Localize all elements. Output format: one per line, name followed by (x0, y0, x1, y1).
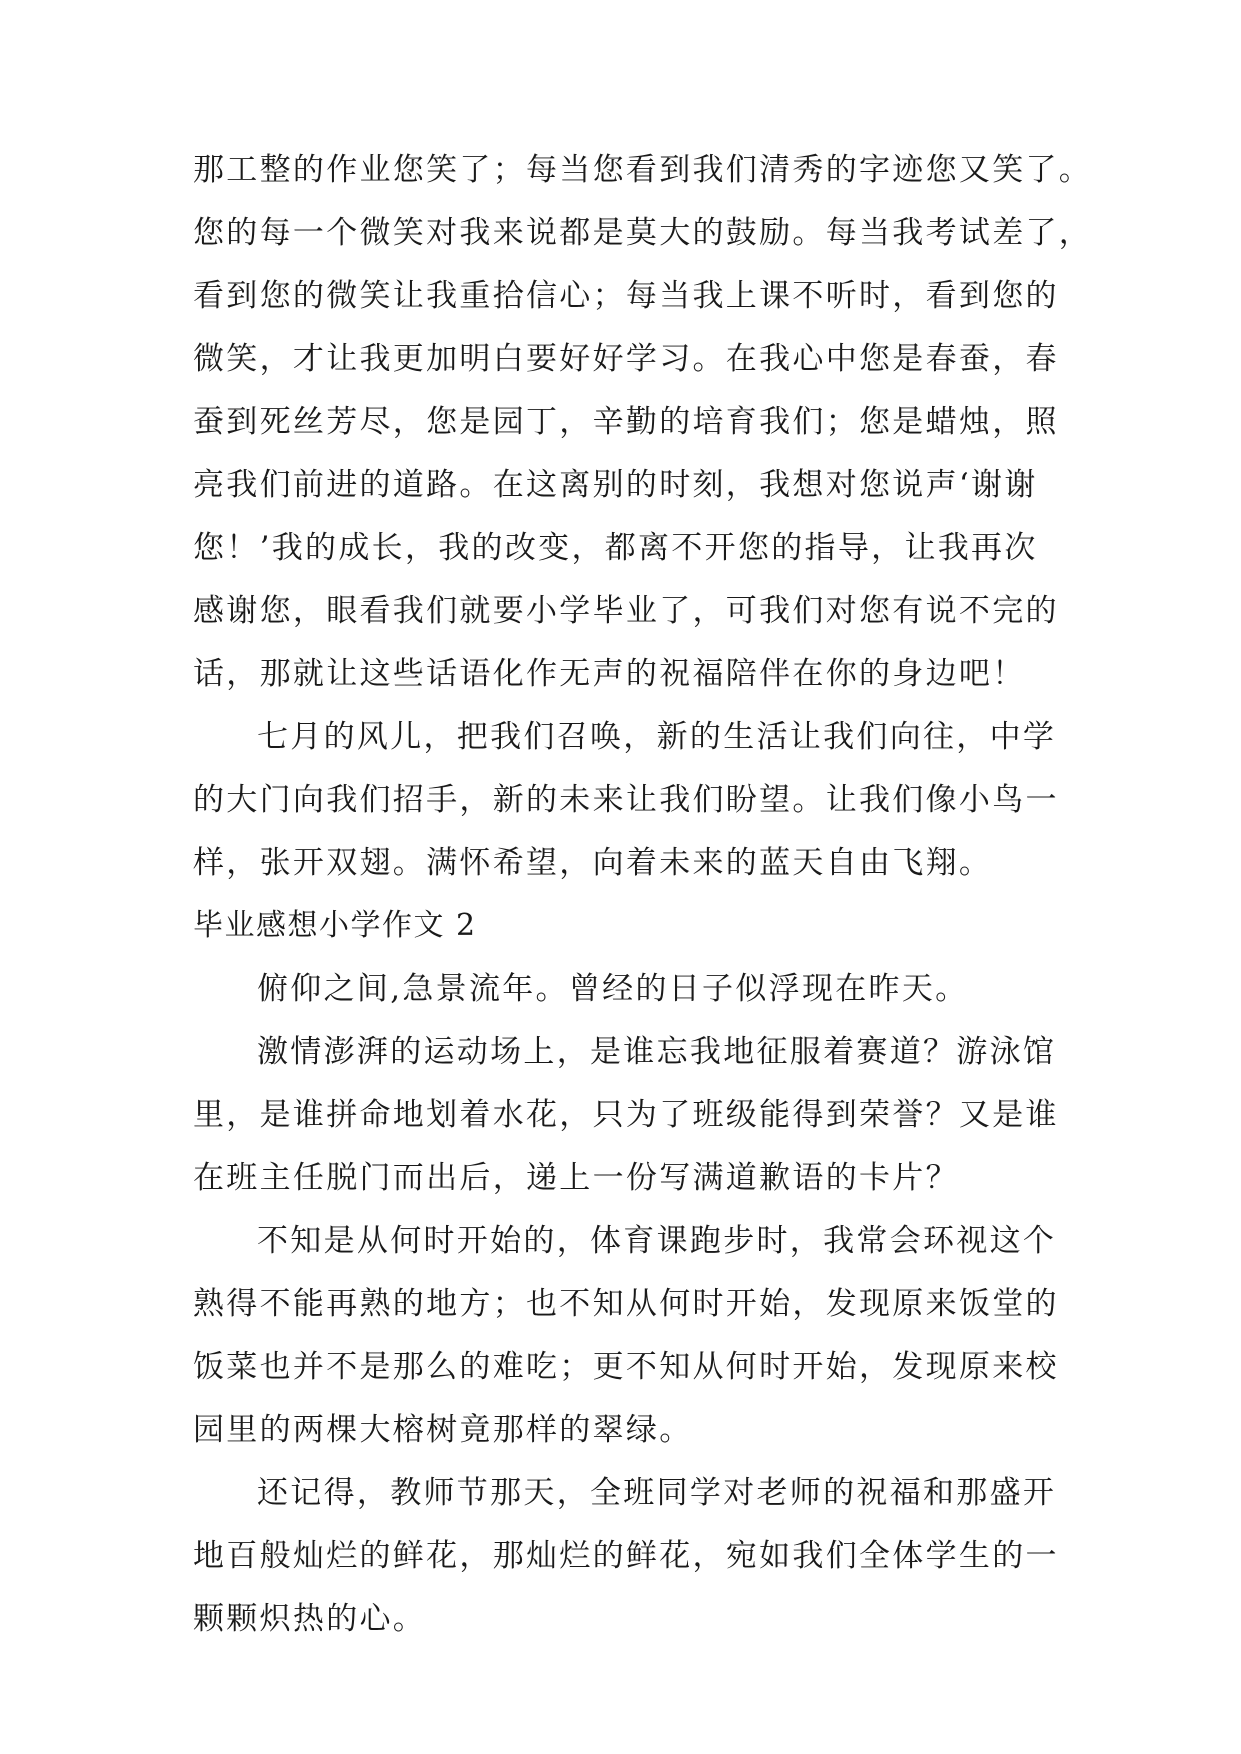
paragraph-line: 熟得不能再熟的地方；也不知从何时开始，发现原来饭堂的 (193, 1286, 1059, 1322)
paragraph-line: 不知是从何时开始的，体育课跑步时，我常会环视这个 (257, 1223, 1057, 1259)
paragraph-line: 那工整的作业您笑了；每当您看到我们清秀的字迹您又笑了。 (193, 152, 1093, 188)
paragraph-line: 七月的风儿，把我们召唤，新的生活让我们向往，中学 (257, 719, 1057, 755)
paragraph-line: 激情澎湃的运动场上，是谁忘我地征服着赛道？游泳馆 (257, 1034, 1057, 1070)
paragraph-line: 微笑，才让我更加明白要好好学习。在我心中您是春蚕，春 (193, 341, 1059, 377)
paragraph-line: 话，那就让这些话语化作无声的祝福陪伴在你的身边吧！ (193, 656, 1026, 692)
paragraph-line: 亮我们前进的道路。在这离别的时刻，我想对您说声‘谢谢 (193, 467, 1038, 503)
paragraph-line: 颗颗炽热的心。 (193, 1601, 427, 1637)
paragraph-line: 样，张开双翅。满怀希望，向着未来的蓝天自由飞翔。 (193, 845, 993, 881)
section-heading: 毕业感想小学作文 2 (193, 908, 477, 943)
paragraph-line: 您的每一个微笑对我来说都是莫大的鼓励。每当我考试差了， (193, 215, 1093, 251)
paragraph-line: 地百般灿烂的鲜花，那灿烂的鲜花，宛如我们全体学生的一 (193, 1538, 1059, 1574)
paragraph-line: 还记得，教师节那天，全班同学对老师的祝福和那盛开 (257, 1475, 1057, 1511)
paragraph-line: 看到您的微笑让我重拾信心；每当我上课不听时，看到您的 (193, 278, 1059, 314)
paragraph-line: 园里的两棵大榕树竟那样的翠绿。 (193, 1412, 693, 1448)
paragraph-line: 俯仰之间,急景流年。曾经的日子似浮现在昨天。 (257, 971, 969, 1007)
paragraph-line: 感谢您，眼看我们就要小学毕业了，可我们对您有说不完的 (193, 593, 1059, 629)
paragraph-line: 在班主任脱门而出后，递上一份写满道歉语的卡片？ (193, 1160, 959, 1196)
paragraph-line: 饭菜也并不是那么的难吃；更不知从何时开始，发现原来校 (193, 1349, 1059, 1385)
paragraph-line: 蚕到死丝芳尽，您是园丁，辛勤的培育我们；您是蜡烛，照 (193, 404, 1059, 440)
paragraph-line: 的大门向我们招手，新的未来让我们盼望。让我们像小鸟一 (193, 782, 1059, 818)
paragraph-line: 您！’我的成长，我的改变，都离不开您的指导，让我再次 (193, 530, 1038, 566)
paragraph-line: 里，是谁拼命地划着水花，只为了班级能得到荣誉？又是谁 (193, 1097, 1059, 1133)
